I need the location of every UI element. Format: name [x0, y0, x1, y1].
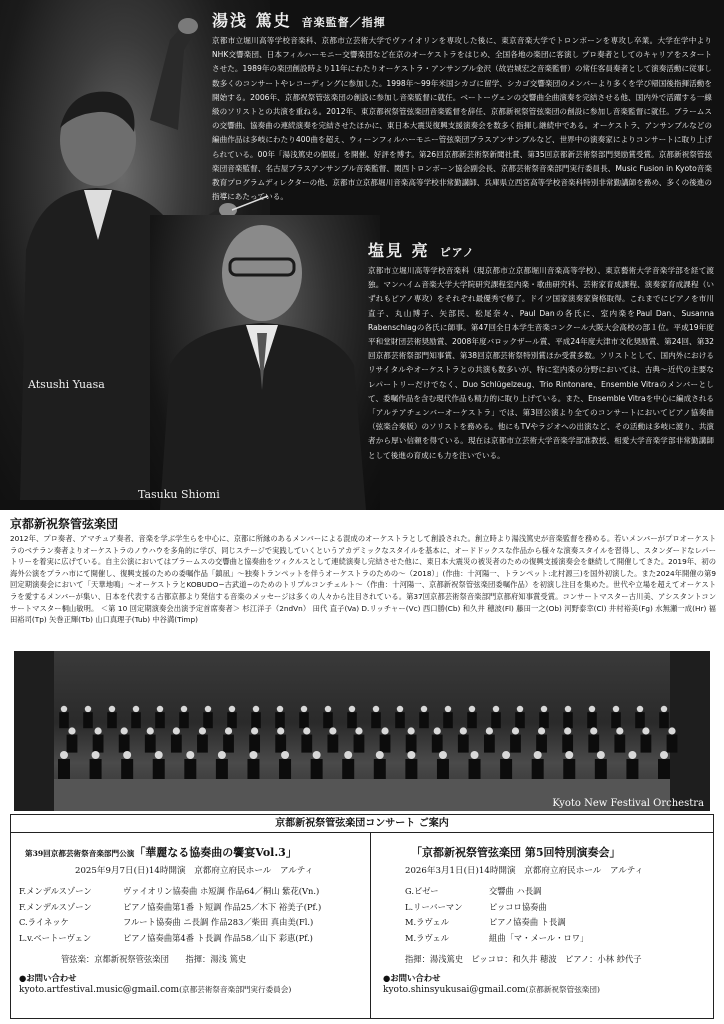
musician-head	[434, 727, 441, 734]
conductor-bio-text: 京都市立堀川高等学校音楽科、京都市立芸術大学でヴァイオリンを専攻した後に、東京音楽大学でトロンボーンを専攻し卒業。大学在学中よりNHK交響楽団、日本フィルハーモニー交響楽団など在京のオーケストラをはじめ、全国各地の楽団に客演し プロ奏者としてのキャリアをスタートさせた。1989年の楽団創設時より11年にわたりオーケストラ・アンサンブル金沢（故岩城宏之音楽監督）の常任客員奏者として演奏活動に従事し数多くのコンサートやレコーディングに参加した。1998年〜99年米国シカゴに留学、シカゴ交響楽団のメンバーより多くを学び帰国後指揮活動を開始する。2006年、京都祝祭管弦楽団の創設に参加し音楽監督に就任。ベートーヴェンの交響曲全曲演奏を完結させる他、国内外で活躍する一線級のソリストとの共演を重ねる。2012年、東京都祝祭管弦楽団音楽監督を辞任、京都新祝祭管弦楽団の創設に参加し音楽監督に就任。ブラームスの交響曲、協奏曲の連続演奏を完結させたほかに、東日本大震災復興支援演奏会を数多く指揮し継続中である。オーケストラ、アンサンブルなどの編曲作品は多岐にわたり400曲を超え、ウィーンフィルハーモニー管弦楽団ブラスアンサンブルなど、世界中の演奏家によりコンサートに取り上げられている。00年「湯浅篤史の個展」を開催、好評を博す。第26回京都新芸術祭新聞社賞、第35回京都新芸術祭部門奨励賞受賞。京都新祝祭管弦楽団音楽監督、名古屋ブラスアンサンブル音楽監督、関西トロンボーン協会副会長、京都芸術祭音楽部門実行委員長、Music Fusion in Kyoto音楽教育プログラムディレクターの他、京都市立京都堀川音楽高等学校非常勤講師、兵庫県立西宮高等学校音楽科特別非常勤講師を務め、多くの後進の指導にあたっている。	[212, 36, 712, 202]
musician-body	[145, 735, 156, 753]
musician-body	[395, 712, 405, 728]
musician-body	[179, 712, 189, 728]
right-program-row	[405, 884, 713, 900]
musician-body	[500, 759, 512, 779]
musician-body	[626, 759, 638, 779]
conductor-role: 音楽監督／指揮	[301, 16, 386, 29]
musician-head	[460, 727, 467, 734]
musician-body	[658, 759, 670, 779]
musician-head	[277, 727, 284, 734]
musician-head	[349, 706, 355, 712]
musician-body	[595, 759, 607, 779]
musician-head	[590, 727, 597, 734]
work: ピアノ協奏曲第1番 ト短調 作品25／木下 裕美子(Pf.)	[123, 901, 322, 912]
pianist-silhouette	[150, 215, 380, 510]
musician-head	[407, 751, 415, 759]
musician-body	[90, 759, 102, 779]
musician-head	[517, 706, 523, 712]
conductor-heading	[212, 8, 712, 31]
right-title-row	[371, 841, 713, 860]
musician-head	[186, 751, 194, 759]
musician-head	[253, 706, 259, 712]
pianist-bio	[368, 238, 714, 463]
musician-body	[197, 735, 208, 753]
musician-body	[635, 712, 645, 728]
musician-head	[565, 706, 571, 712]
left-contact-label: ●お問い合わせ	[19, 973, 77, 983]
musician-head	[277, 706, 283, 712]
musician-body	[659, 712, 669, 728]
musician-head	[301, 706, 307, 712]
left-contact-email[interactable]: kyoto.artfestival.music@gmail.com	[19, 985, 180, 995]
musician-head	[534, 751, 542, 759]
musician-body	[279, 759, 291, 779]
left-date: 2025年9月7日(日)14時開演 京都府立府民ホール アルティ	[75, 866, 314, 876]
right-program-row	[405, 915, 713, 931]
left-prefix: 第39回京都芸術祭音楽部門公演	[25, 849, 135, 858]
orchestra-title: 京都新祝祭管弦楽団	[10, 517, 119, 531]
musician-body	[275, 712, 285, 728]
musician-head	[661, 706, 667, 712]
right-program-row	[405, 900, 713, 916]
orchestra-stage-illustration	[14, 651, 710, 811]
musician-head	[313, 751, 321, 759]
musician-body	[562, 735, 573, 753]
work: ピッコロ協奏曲	[489, 901, 547, 912]
musician-body	[251, 712, 261, 728]
musician-head	[502, 751, 510, 759]
work: 組曲「マ・メール・ロワ」	[489, 932, 589, 943]
right-program-row	[405, 931, 713, 947]
musician-body	[491, 712, 501, 728]
musician-body	[327, 735, 338, 753]
pianist-caption: Tasuku Shiomi	[138, 488, 220, 501]
musician-head	[155, 751, 163, 759]
musician-body	[247, 759, 259, 779]
musician-head	[397, 706, 403, 712]
musician-head	[85, 706, 91, 712]
musician-head	[564, 727, 571, 734]
musician-body	[354, 735, 365, 753]
musician-body	[275, 735, 286, 753]
musician-head	[541, 706, 547, 712]
members-label: ＜第 10 回定期演奏会出演予定首席奏者＞	[100, 603, 241, 613]
musician-body	[443, 712, 453, 728]
work: 交響曲 ハ長調	[489, 886, 542, 896]
musician-head	[225, 727, 232, 734]
musician-head	[109, 706, 115, 712]
musician-head	[94, 727, 101, 734]
musician-head	[147, 727, 154, 734]
musician-body	[380, 735, 391, 753]
musician-body	[171, 735, 182, 753]
left-program	[11, 884, 370, 946]
musician-body	[614, 735, 625, 753]
conductor-name: 湯浅 篤史	[212, 11, 292, 30]
musician-body	[93, 735, 104, 753]
left-contact-org: (京都芸術祭音楽部門実行委員会)	[179, 985, 292, 994]
musician-body	[532, 759, 544, 779]
composer: C.ライネッケ	[19, 917, 69, 927]
musician-head	[205, 706, 211, 712]
musician-head	[92, 751, 100, 759]
musician-head	[373, 706, 379, 712]
musician-head	[668, 727, 675, 734]
musician-head	[303, 727, 310, 734]
musician-head	[329, 727, 336, 734]
orchestra-description	[10, 533, 716, 626]
musician-body	[155, 712, 165, 728]
musician-head	[381, 727, 388, 734]
left-title: 「華麗なる協奏曲の饗宴Vol.3」	[134, 846, 297, 859]
musician-body	[467, 712, 477, 728]
musician-head	[121, 727, 128, 734]
musician-body	[563, 712, 573, 728]
musician-head	[628, 751, 636, 759]
musician-head	[181, 706, 187, 712]
musician-head	[421, 706, 427, 712]
concert-right	[371, 833, 713, 1018]
musician-head	[565, 751, 573, 759]
work: ヴァイオリン協奏曲 ホ短調 作品64／桐山 紫花(Vn.)	[123, 886, 320, 896]
left-title-row	[11, 841, 370, 860]
musician-head	[61, 706, 67, 712]
musician-head	[325, 706, 331, 712]
musician-body	[301, 735, 312, 753]
musician-head	[486, 727, 493, 734]
musician-head	[469, 706, 475, 712]
musician-head	[60, 751, 68, 759]
composer: G.ビゼー	[405, 886, 439, 896]
musician-body	[227, 712, 237, 728]
musician-body	[184, 759, 196, 779]
musician-head	[68, 727, 75, 734]
musician-body	[249, 735, 260, 753]
musician-head	[157, 706, 163, 712]
members-list: 杉江洋子（2ndVn） 田代 直子(Va) D.リッチャー(Vc) 西口勝(Cb) 和久井 穂波(Fl) 藤田一之(Ob) 河野泰幸(Cl) 井村裕美(Fg) 水無瀬一成(Hr) 福田裕司(Tp) 矢巻正輝(Tb) 山口真理子(Tub) 中谷満(Timp)	[10, 603, 716, 625]
left-program-row	[19, 900, 370, 916]
musician-body	[374, 759, 386, 779]
musician-body	[371, 712, 381, 728]
right-program	[371, 884, 713, 946]
musician-body	[153, 759, 165, 779]
musician-body	[67, 735, 78, 753]
composer: M.ラヴェル	[405, 932, 449, 943]
musician-head	[538, 727, 545, 734]
musician-body	[641, 735, 652, 753]
orchestra-photo-caption: Kyoto New Festival Orchestra	[552, 798, 704, 809]
musician-body	[536, 735, 547, 753]
musician-body	[216, 759, 228, 779]
left-program-row	[19, 884, 370, 900]
composer: L.リーバーマン	[405, 901, 463, 912]
musician-body	[437, 759, 449, 779]
right-title: 「京都新祝祭管弦楽団 第5回特別演奏会」	[411, 846, 621, 859]
work: ピアノ協奏曲 ト長調	[489, 917, 566, 927]
musician-body	[299, 712, 309, 728]
musician-head	[218, 751, 226, 759]
musician-body	[510, 735, 521, 753]
right-staff: 指揮：湯浅篤史 ピッコロ：和久井 穂波 ピアノ：小林 紗代子	[405, 954, 642, 964]
concert-left	[11, 833, 371, 1018]
musician-head	[439, 751, 447, 759]
musician-body	[588, 735, 599, 753]
musician-body	[587, 712, 597, 728]
musician-head	[251, 727, 258, 734]
left-contact	[11, 972, 370, 995]
musician-head	[281, 751, 289, 759]
musician-body	[347, 712, 357, 728]
musician-body	[563, 759, 575, 779]
musician-body	[203, 712, 213, 728]
orchestra-text: 2012年、プロ奏者、アマチュア奏者、音楽を学ぶ学生らを中心に、京都に所縁のあるメンバーによる混成のオーケストラとして創設された。創立時より湯浅篤史が音楽監督を務める。若いメンバーがプロオーケストラのベテラン奏者よりオーケストラのノウハウを多角的に学び、同じステージで実践していくというアカデミックなスタイルを基本に、オードドックスな作品から様々な演奏スタイルを習得し、スタンダードなレパートリーを着実に広げている。自主公演においてはブラームスの交響曲と協奏曲をツィクルスとして連続演奏し完結させた他に、東日本大震災の被災者のための復興支援演奏会を継続して開催してきた。2019年、初の海外公演をプラハ市にて開催し、復興支援のための委嘱作品「鎮凪」〜独奏トランペットを伴うオーケストラのための〜（2018）」(作曲：十河陽一、トランペット:北村源三)を国外初演した。また2024年開催の第9回定期演奏会において「天華地鳴」〜オーケストラとKOBUDO−古武道−のためのトリプルコンチェルト〜（作曲：十河陽一、京都新祝祭管弦楽団委嘱作品）を初演し注目を集めた。世代や立場を超えてオーケストラを愛するメンバーが集い、日本を代表する古都京都より発信する音楽のメッセージは多くの人々から注目されている。第37回京都芸術祭音楽部門京都府知事賞受賞。コンサートマスター古川美、アシスタントコンサートマスター桐山敏明。	[10, 534, 716, 613]
musician-body	[406, 735, 417, 753]
musician-head	[445, 706, 451, 712]
musician-head	[344, 751, 352, 759]
concert-info-box	[10, 814, 714, 1019]
right-contact-label: ●お問い合わせ	[383, 973, 441, 983]
musician-body	[667, 735, 678, 753]
musician-head	[133, 706, 139, 712]
musician-body	[323, 712, 333, 728]
pianist-bio-text: 京都市立堀川高等学校音楽科（現京都市立京都堀川音楽高等学校）、東京藝術大学音楽学部を経て渡独。マンハイム音楽大学大学院研究課程室内楽・歌曲研究科、芸術家育成課程、演奏家育成課程（いずれもピアノ専攻）をそれぞれ最優秀で修了。ドイツ国家演奏家資格取得。これまでにピアノを市川直子、丸山博子、矢部民、松尾奈々、Paul Danの各氏に、室内楽をPaul Dan、Susanna Rabenschlagの各氏に師事。第47回全日本学生音楽コンクール大阪大会高校の部１位。平成19年度平和堂財団芸術奨励賞、2008年度バロックザール賞、平成24年度大津市文化奨励賞、第24回、第32回京都芸術祭部門知事賞、第38回京都芸術祭特別賞ほか受賞多数。ソリストとして、国内外におけるリサイタルやオーケストラとの共演も数多いが、特に室内楽の分野においては、古典〜近代の主要なレパートリーだけでなく、Duo Schlügelzeug、Trio Rintonare、Ensemble Vitraのメンバーとして、委嘱作品を含む現代作品も精力的に取り上げている。また、Ensemble Vitraを中心に編成される「アルテアチェンバーオーケストラ」では、第3回公演より全てのコンサートにおいてピアノ協奏曲（弦楽合奏版）のソリストを務める。他にもTVやラジオへの出演など、その活動は多岐に渡り、共演者から厚い信頼を得ている。現在は京都市立芸術大学音楽学部准教授、相愛大学音楽学部非常勤講師として後進の育成にも力を注いでいる。	[368, 266, 714, 460]
musician-body	[432, 735, 443, 753]
musician-body	[58, 759, 70, 779]
conductor-caption: Atsushi Yuasa	[28, 378, 105, 391]
pianist-heading	[368, 238, 714, 261]
musician-body	[515, 712, 525, 728]
musician-body	[223, 735, 234, 753]
musician-head	[616, 727, 623, 734]
musician-head	[597, 751, 605, 759]
musician-body	[611, 712, 621, 728]
musician-head	[199, 727, 206, 734]
right-contact	[371, 972, 713, 995]
left-program-row	[19, 931, 370, 947]
musician-body	[107, 712, 117, 728]
musician-head	[173, 727, 180, 734]
musician-body	[405, 759, 417, 779]
musician-body	[83, 712, 93, 728]
pianist-role: ピアノ	[439, 246, 475, 259]
musician-head	[493, 706, 499, 712]
musician-head	[471, 751, 479, 759]
musician-head	[512, 727, 519, 734]
composer: M.ラヴェル	[405, 917, 449, 927]
left-staff: 管弦楽：京都新祝祭管弦楽団 指揮：湯浅 篤史	[61, 954, 247, 964]
musician-head	[613, 706, 619, 712]
musician-body	[484, 735, 495, 753]
biography-section	[0, 0, 724, 510]
work: フルート協奏曲 ニ長調 作品283／柴田 真由美(Fl.)	[123, 917, 314, 927]
composer: L.v.ベートーヴェン	[19, 932, 92, 943]
right-date: 2026年3月1日(日)14時開演 京都府立府民ホール アルティ	[405, 866, 644, 876]
work: ピアノ協奏曲第4番 ト長調 作品58／山下 彩恵(Pf.)	[123, 932, 313, 943]
composer: F.メンデルスゾーン	[19, 886, 92, 896]
musician-head	[249, 751, 257, 759]
right-contact-email[interactable]: kyoto.shinsyukusai@gmail.com	[383, 985, 526, 995]
musician-body	[119, 735, 130, 753]
musician-body	[311, 759, 323, 779]
musician-head	[642, 727, 649, 734]
musician-head	[123, 751, 131, 759]
pianist-photo	[150, 215, 380, 510]
musician-head	[355, 727, 362, 734]
musician-head	[637, 706, 643, 712]
musician-body	[539, 712, 549, 728]
left-program-row	[19, 915, 370, 931]
musician-body	[59, 712, 69, 728]
musician-head	[589, 706, 595, 712]
musician-body	[342, 759, 354, 779]
musician-head	[408, 727, 415, 734]
musician-body	[469, 759, 481, 779]
musician-body	[121, 759, 133, 779]
concert-header: 京都新祝祭管弦楽団コンサート ご案内	[11, 815, 713, 833]
musician-body	[458, 735, 469, 753]
musician-head	[229, 706, 235, 712]
right-contact-org: (京都新祝祭管弦楽団)	[525, 985, 600, 994]
conductor-bio	[212, 8, 712, 204]
musician-body	[419, 712, 429, 728]
musician-head	[376, 751, 384, 759]
composer: F.メンデルスゾーン	[19, 901, 92, 912]
musician-head	[660, 751, 668, 759]
musician-body	[131, 712, 141, 728]
orchestra-photo	[14, 651, 710, 811]
pianist-name: 塩見 亮	[368, 241, 430, 260]
